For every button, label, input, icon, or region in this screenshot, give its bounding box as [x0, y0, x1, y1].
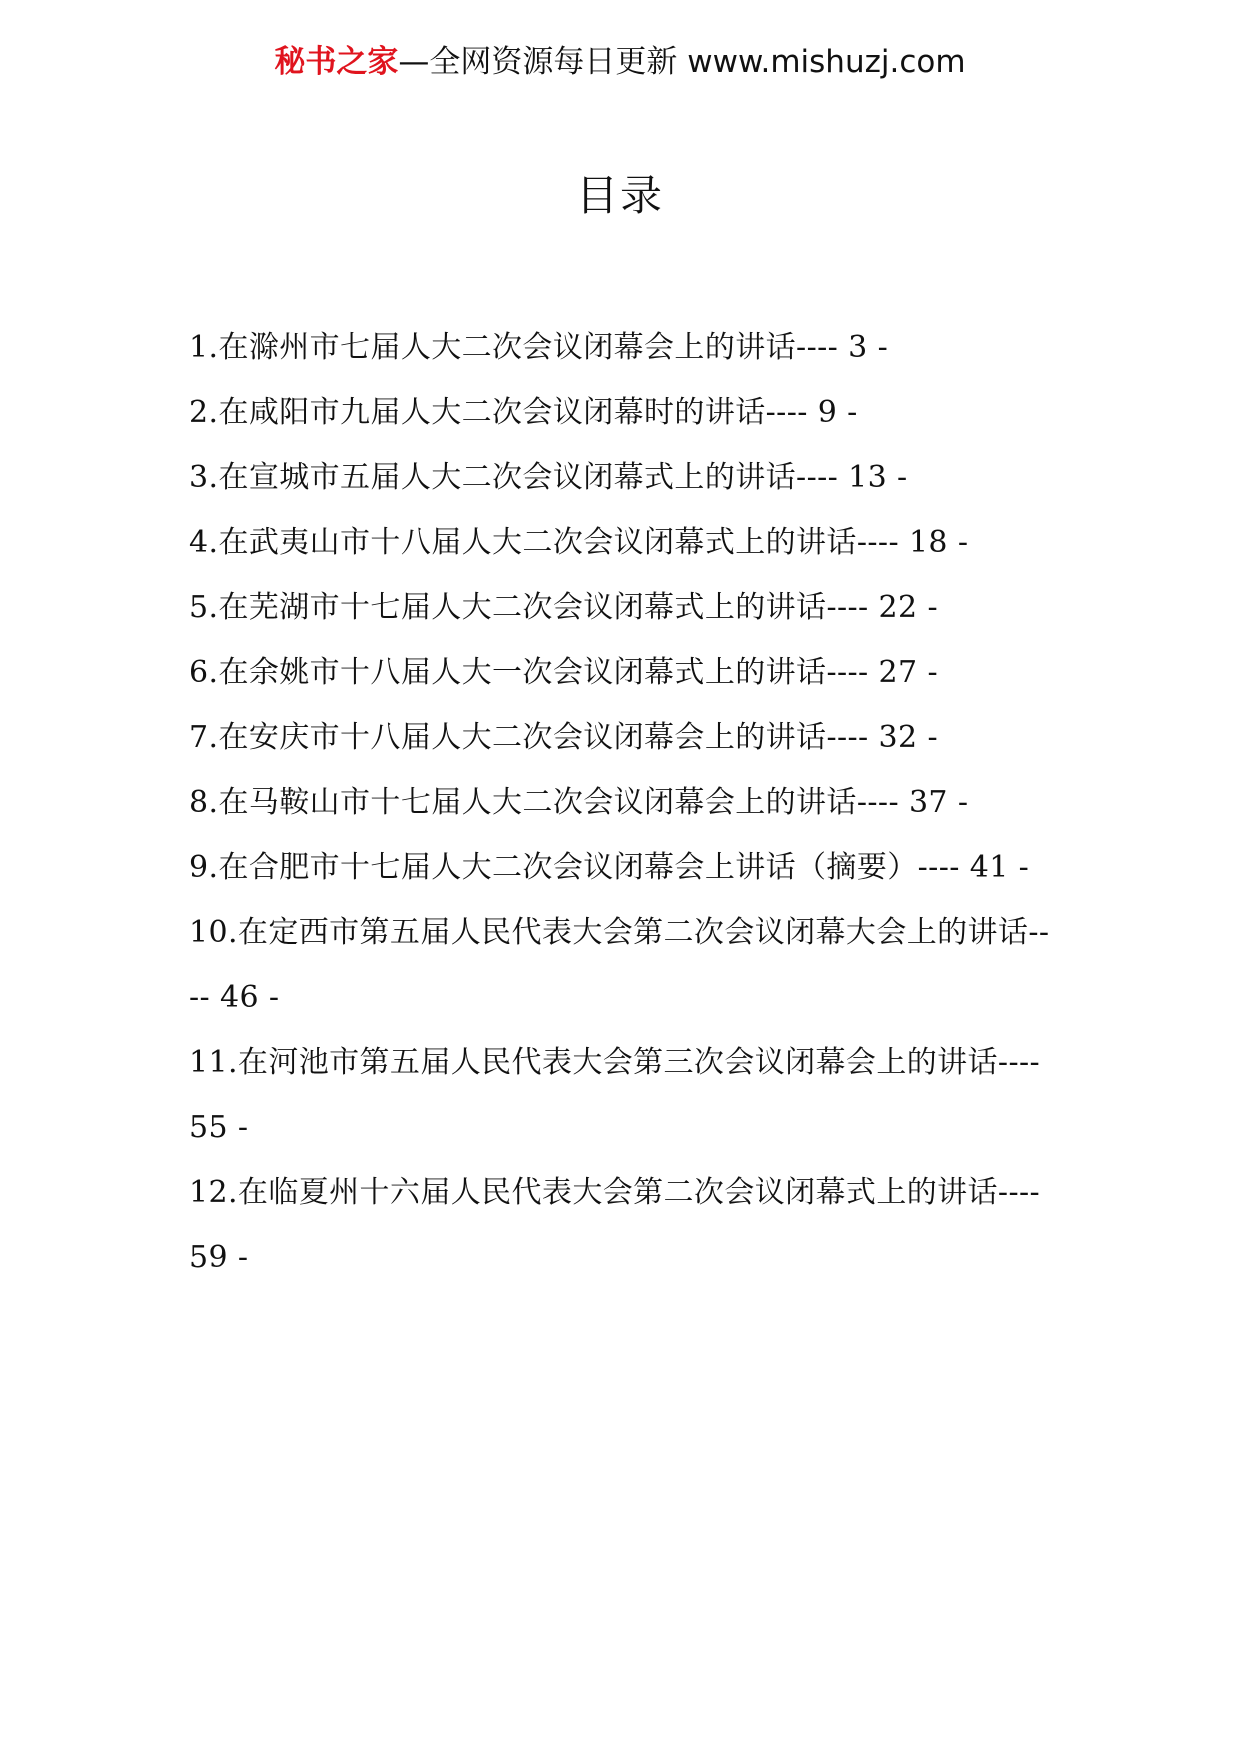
header-tagline: —全网资源每日更新 www.mishuzj.com	[398, 44, 966, 80]
toc-entry-leader: ----	[917, 850, 970, 885]
toc-entry-number: 2.	[189, 395, 219, 430]
toc-entry[interactable]	[189, 380, 1051, 445]
toc-entry[interactable]	[189, 445, 1051, 510]
table-of-contents	[189, 315, 1051, 1290]
toc-entry-page: 18 -	[908, 525, 969, 560]
toc-entry-page: 59 -	[189, 1240, 249, 1275]
toc-entry-leader: ----	[189, 915, 1050, 1015]
toc-entry[interactable]	[189, 900, 1051, 1030]
toc-entry[interactable]	[189, 510, 1051, 575]
toc-entry-leader: ----	[856, 785, 909, 820]
toc-entry-title: 在河池市第五届人民代表大会第三次会议闭幕会上的讲话	[237, 1045, 998, 1080]
toc-entry-title: 在咸阳市九届人大二次会议闭幕时的讲话	[218, 395, 766, 430]
toc-entry-page: 3 -	[848, 330, 889, 365]
toc-entry-number: 9.	[189, 850, 219, 885]
toc-entry-page: 37 -	[908, 785, 969, 820]
toc-entry-title: 在马鞍山市十七届人大二次会议闭幕会上的讲话	[218, 785, 857, 820]
toc-entry-number: 6.	[189, 655, 219, 690]
toc-entry-page: 55 -	[189, 1110, 249, 1145]
toc-entry-page: 22 -	[878, 590, 938, 625]
toc-entry[interactable]	[189, 1160, 1051, 1290]
toc-title: 目录	[575, 171, 664, 220]
toc-entry-page: 27 -	[878, 655, 938, 690]
toc-entry-number: 5.	[189, 590, 219, 625]
toc-entry-number: 8.	[189, 785, 219, 820]
toc-entry[interactable]	[189, 640, 1051, 705]
toc-entry[interactable]	[189, 835, 1051, 900]
page-header	[0, 42, 1240, 82]
toc-entry-number: 11.	[189, 1045, 238, 1080]
toc-entry[interactable]	[189, 770, 1051, 835]
toc-entry-number: 12.	[189, 1175, 238, 1210]
toc-entry-title: 在武夷山市十八届人大二次会议闭幕式上的讲话	[218, 525, 857, 560]
toc-entry-title: 在余姚市十八届人大一次会议闭幕式上的讲话	[218, 655, 827, 690]
toc-entry-title: 在安庆市十八届人大二次会议闭幕会上的讲话	[218, 720, 827, 755]
toc-entry-leader: ----	[826, 590, 879, 625]
toc-entry-page: 9 -	[817, 395, 858, 430]
toc-entry-leader: ----	[796, 330, 849, 365]
toc-entry-title: 在宣城市五届人大二次会议闭幕式上的讲话	[218, 460, 797, 495]
toc-entry-page: 13 -	[848, 460, 908, 495]
toc-entry-title: 在滁州市七届人大二次会议闭幕会上的讲话	[218, 330, 797, 365]
toc-entry-number: 7.	[189, 720, 219, 755]
toc-entry-title: 在临夏州十六届人民代表大会第二次会议闭幕式上的讲话	[237, 1175, 998, 1210]
toc-entry-page: 41 -	[969, 850, 1030, 885]
toc-entry-number: 4.	[189, 525, 219, 560]
brand-name: 秘书之家	[274, 44, 399, 80]
toc-entry[interactable]	[189, 705, 1051, 770]
toc-entry-page: 32 -	[878, 720, 938, 755]
toc-entry-leader: ----	[997, 1045, 1041, 1080]
toc-entry-leader: ----	[796, 460, 849, 495]
toc-entry-number: 1.	[189, 330, 219, 365]
toc-entry-number: 3.	[189, 460, 219, 495]
toc-entry-leader: ----	[826, 655, 879, 690]
toc-entry[interactable]	[189, 315, 1051, 380]
toc-entry-leader: ----	[765, 395, 818, 430]
toc-entry-title: 在合肥市十七届人大二次会议闭幕会上讲话（摘要）	[218, 850, 918, 885]
toc-entry-leader: ----	[856, 525, 909, 560]
toc-entry-title: 在定西市第五届人民代表大会第二次会议闭幕大会上的讲话	[237, 915, 1029, 950]
toc-entry-number: 10.	[189, 915, 238, 950]
toc-entry-title: 在芜湖市十七届人大二次会议闭幕式上的讲话	[218, 590, 827, 625]
toc-entry[interactable]	[189, 1030, 1051, 1160]
toc-entry-page: 46 -	[220, 980, 280, 1015]
toc-entry-leader: ----	[997, 1175, 1041, 1210]
toc-entry-leader: ----	[826, 720, 879, 755]
toc-entry[interactable]	[189, 575, 1051, 640]
